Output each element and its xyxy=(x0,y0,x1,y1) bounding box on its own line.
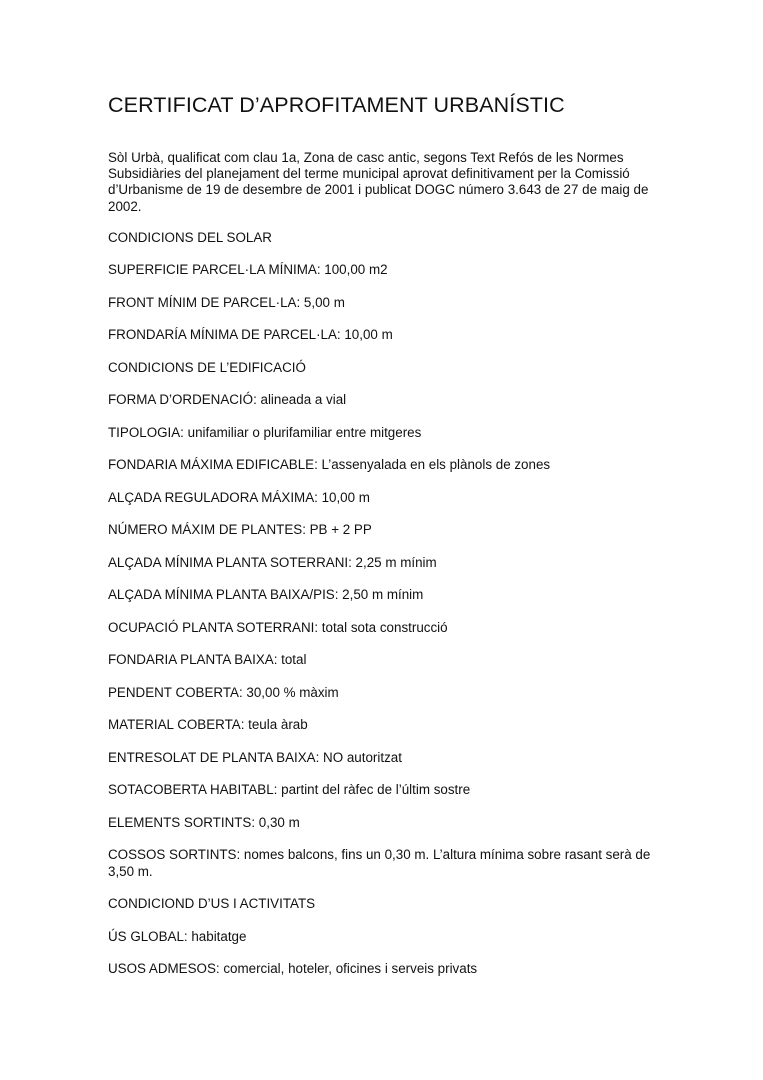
condition-line: ALÇADA REGULADORA MÁXIMA: 10,00 m xyxy=(108,489,370,505)
document-page xyxy=(108,90,668,994)
section-heading-solar: CONDICIONS DEL SOLAR xyxy=(108,229,272,245)
condition-line: ÚS GLOBAL: habitatge xyxy=(108,928,247,944)
condition-line: FONDARIA PLANTA BAIXA: total xyxy=(108,652,307,668)
conditions-list xyxy=(108,230,668,977)
section-heading-usos: CONDICIOND D’US I ACTIVITATS xyxy=(108,896,316,912)
condition-line: FRONDARÍA MÍNIMA DE PARCEL·LA: 10,00 m xyxy=(108,327,393,343)
condition-line: FRONT MÍNIM DE PARCEL·LA: 5,00 m xyxy=(108,294,345,310)
condition-line: MATERIAL COBERTA: teula àrab xyxy=(108,717,308,733)
condition-line: ALÇADA MÍNIMA PLANTA BAIXA/PIS: 2,50 m mínim xyxy=(108,587,424,603)
condition-line: NÚMERO MÁXIM DE PLANTES: PB + 2 PP xyxy=(108,522,372,538)
condition-line: OCUPACIÓ PLANTA SOTERRANI: total sota construcció xyxy=(108,619,448,635)
condition-line: FONDARIA MÁXIMA EDIFICABLE: L’assenyalada en els plànols de zones xyxy=(108,457,551,473)
condition-line: COSSOS SORTINTS: nomes balcons, fins un 0,30 m. L’altura mínima sobre rasant serà de 3,50 m. xyxy=(108,847,651,879)
condition-line: USOS ADMESOS: comercial, hoteler, oficines i serveis privats xyxy=(108,961,478,977)
intro-paragraph: Sòl Urbà, qualificat com clau 1a, Zona de casc antic, segons Text Refós de les Normes Subsidiàries del planejament del terme municipal aprovat definitivament per la Comissió d’Urbanisme de 19 de desembre de 2001 i publicat DOGC número 3.643 de 27 de maig de 2002. xyxy=(108,150,649,214)
condition-line: ENTRESOLAT DE PLANTA BAIXA: NO autoritzat xyxy=(108,749,402,765)
section-heading-edificacio: CONDICIONS DE L’EDIFICACIÓ xyxy=(108,359,306,375)
condition-line: FORMA D’ORDENACIÓ: alineada a vial xyxy=(108,392,347,408)
condition-line: ELEMENTS SORTINTS: 0,30 m xyxy=(108,814,300,830)
condition-line: SUPERFICIE PARCEL·LA MÍNIMA: 100,00 m2 xyxy=(108,262,388,278)
document-title: CERTIFICAT D’APROFITAMENT URBANÍSTIC xyxy=(108,93,565,117)
condition-line: TIPOLOGIA: unifamiliar o plurifamiliar entre mitgeres xyxy=(108,424,422,440)
condition-line: SOTACOBERTA HABITABL: partint del ràfec de l’últim sostre xyxy=(108,782,471,798)
condition-line: PENDENT COBERTA: 30,00 % màxim xyxy=(108,684,339,700)
condition-line: ALÇADA MÍNIMA PLANTA SOTERRANI: 2,25 m mínim xyxy=(108,554,437,570)
